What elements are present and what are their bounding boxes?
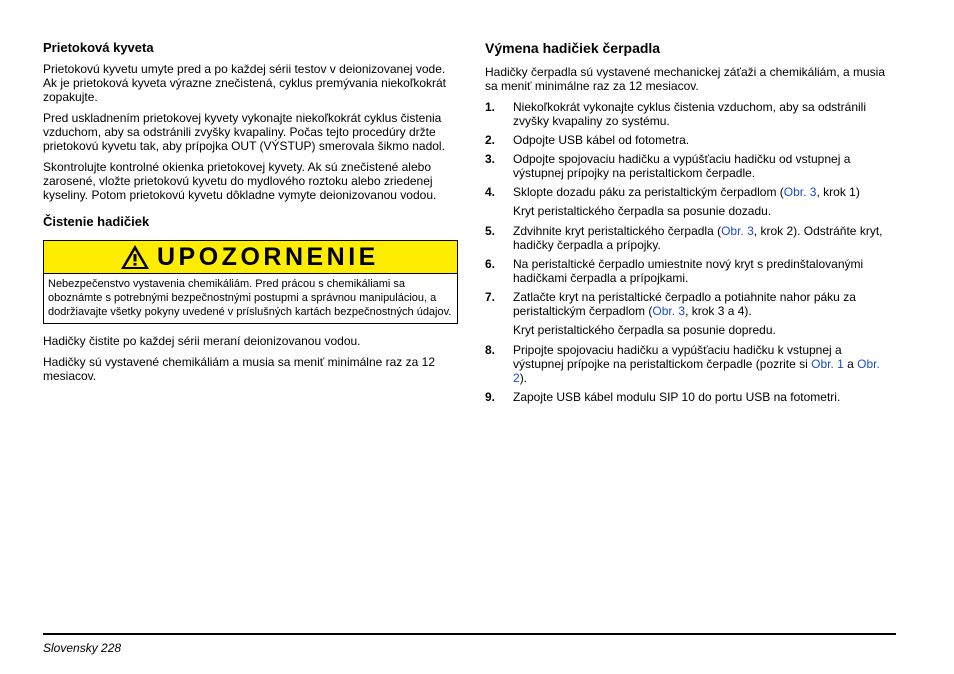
- figure-link[interactable]: Obr. 1: [811, 357, 844, 371]
- warning-text: Nebezpečenstvo vystavenia chemikáliám. Pred prácou s chemikáliami sa oboznámte s potrebnými bezpečnostnými postupmi a správnou manipuláciou, a dodržiavajte všetky pokyny uvedené v príslušných kartách bezpečnostných údajov.: [48, 278, 452, 318]
- paragraph: Hadičky sú vystavené chemikáliám a musia sa meniť minimálne raz za 12 mesiacov.: [43, 355, 435, 383]
- step-text: , krok 1): [816, 185, 860, 199]
- section-heading-pump-tubes: Výmena hadičiek čerpadla: [485, 40, 661, 56]
- steps-list: [485, 224, 895, 318]
- step-number: 3.: [485, 152, 496, 166]
- step-number: 9.: [485, 390, 496, 404]
- step-number: 4.: [485, 185, 496, 199]
- list-item: [485, 343, 895, 385]
- warning-triangle-icon: [120, 244, 150, 270]
- step-text: Zapojte USB kábel modulu SIP 10 do portu USB na fotometri.: [513, 390, 841, 404]
- figure-link[interactable]: Obr. 3: [721, 224, 754, 238]
- steps-list: [485, 343, 895, 404]
- paragraph: Pred uskladnením prietokovej kyvety vykonajte niekoľkokrát cyklus čistenia vzduchom, aby sa odstránili zvyšky kvapaliny. Počas tejto procedúry držte prietokovú kyvetu tak, aby prípojka OUT (VÝSTUP) smerovala šikmo nadol.: [43, 111, 445, 153]
- figure-link[interactable]: Obr. 3: [783, 185, 817, 199]
- step-number: 1.: [485, 100, 496, 114]
- step-text: Pripojte spojovaciu hadičku a vypúšťaciu hadičku k vstupnej a výstupnej prípojke na peristaltickom čerpadle (pozrite si: [513, 343, 842, 371]
- list-item: [485, 100, 895, 128]
- step-number: 5.: [485, 224, 496, 238]
- section-heading-tube-cleaning: Čistenie hadičiek: [43, 214, 150, 229]
- warning-title: UPOZORNENIE: [157, 243, 379, 271]
- page-footer: [43, 633, 896, 655]
- step-number: 6.: [485, 257, 496, 271]
- list-item: [485, 152, 895, 180]
- left-column: [43, 40, 458, 390]
- step-text: Zatlačte kryt na peristaltické čerpadlo a potiahnite nahor páku za peristaltickým čerpadlom (: [513, 290, 856, 318]
- step-text: Na peristaltické čerpadlo umiestnite nový kryt s predinštalovanými hadičkami čerpadla a prípojkami.: [513, 257, 864, 285]
- step-number: 2.: [485, 133, 496, 147]
- warning-box: [43, 240, 458, 324]
- paragraph: Hadičky čistite po každej sérii meraní deionizovanou vodou.: [43, 334, 361, 348]
- paragraph-text: Prietokovú kyvetu umyte pred a po každej sérii testov v deionizovanej vode.: [43, 62, 446, 76]
- section-heading-flow-cell: Prietoková kyveta: [43, 40, 154, 55]
- step-text: Odpojte spojovaciu hadičku a vypúšťaciu hadičku od vstupnej a výstupnej prípojky na peristaltickom čerpadle.: [513, 152, 851, 180]
- step-text: , krok 3 a 4).: [685, 304, 752, 318]
- list-item: [485, 224, 895, 252]
- list-item: [485, 390, 895, 404]
- step-text: Sklopte dozadu páku za peristaltickým čerpadlom (: [513, 185, 784, 199]
- step-text: , krok 2). Odstráňte kryt, hadičky čerpadla a prípojky.: [513, 224, 883, 252]
- step-text: a: [843, 357, 858, 371]
- paragraph: [43, 62, 458, 104]
- list-item: [485, 290, 895, 318]
- list-item: [485, 257, 895, 285]
- paragraph-text: Ak je prietoková kyveta výrazne znečistená, cyklus premývania niekoľkokrát zopakujte.: [43, 76, 447, 104]
- step-result-note: Kryt peristaltického čerpadla sa posunie dozadu.: [513, 204, 772, 218]
- figure-link[interactable]: Obr. 2: [513, 357, 880, 385]
- step-text: Zdvihnite kryt peristaltického čerpadla (: [513, 224, 722, 238]
- warning-header: [44, 241, 457, 274]
- step-result-note: Kryt peristaltického čerpadla sa posunie dopredu.: [513, 323, 776, 337]
- step-text: ).: [519, 371, 528, 385]
- right-column: [485, 40, 895, 409]
- steps-list: [485, 100, 895, 199]
- footer-page-label: Slovensky 228: [43, 641, 122, 655]
- figure-link[interactable]: Obr. 3: [652, 304, 686, 318]
- paragraph: Skontrolujte kontrolné okienka prietokovej kyvety. Ak sú znečistené alebo zarosené, vložte prietokovú kyvetu do mydlového roztoku alebo zriedenej kyseliny. Potom prietokovú kyvetu dôkladne vymyte deionizovanou vodou.: [43, 160, 437, 202]
- step-number: 7.: [485, 290, 496, 304]
- list-item: [485, 133, 895, 147]
- step-text: Odpojte USB kábel od fotometra.: [513, 133, 690, 147]
- step-number: 8.: [485, 343, 496, 357]
- step-text: Niekoľkokrát vykonajte cyklus čistenia vzduchom, aby sa odstránili zvyšky kvapaliny zo systému.: [513, 100, 866, 128]
- list-item: [485, 185, 895, 199]
- intro-paragraph: Hadičky čerpadla sú vystavené mechanickej záťaži a chemikáliám, a musia sa meniť minimálne raz za 12 mesiacov.: [485, 65, 886, 93]
